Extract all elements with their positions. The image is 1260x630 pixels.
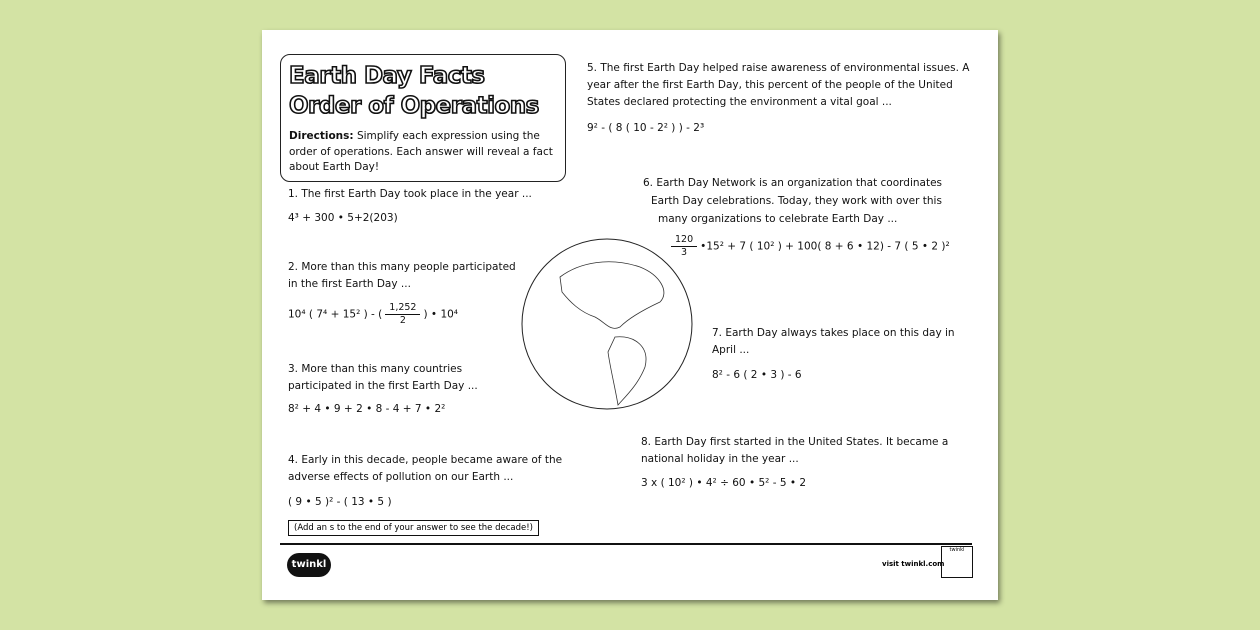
directions-label: Directions: [289, 130, 354, 142]
question-6-line-1: 6. Earth Day Network is an organization that coordinates [643, 177, 943, 189]
question-8: 8. Earth Day first started in the United States. It became a national holiday in the year ... [641, 436, 949, 465]
question-2: 2. More than this many people participated in the first Earth Day ... [288, 261, 516, 290]
expression-6: $\frac{120}{3}$ •15² + 7 ( 10² ) + 100( 8 + 6 • 12) - 7 ( 5 • 2 )² [668, 234, 950, 259]
globe-illustration [520, 237, 694, 411]
question-6-line-3: many organizations to celebrate Earth Day ... [658, 213, 898, 225]
question-5: 5. The first Earth Day helped raise awareness of environmental issues. A year after the first Earth Day, this percent of the people of the United States declared protecting the environment a vital goal ... [587, 62, 970, 108]
title-line-2: Order of Operations [289, 93, 539, 119]
expression-5: 9² - ( 8 ( 10 - 2² ) ) - 2³ [587, 122, 705, 134]
twinkl-logo: twinkl [287, 553, 331, 577]
expression-2: 10⁴ ( 7⁴ + 15² ) - ( $\frac{1,252}{2}$ ) • 10⁴ [288, 302, 459, 326]
title-line-1: Earth Day Facts [289, 63, 485, 89]
directions [289, 129, 557, 176]
question-3: 3. More than this many countries participated in the first Earth Day ... [288, 363, 478, 392]
title-box [280, 54, 566, 182]
footer-divider [280, 543, 972, 545]
expression-1: 4³ + 300 • 5+2(203) [288, 212, 398, 224]
quality-badge: twinkl [941, 546, 973, 578]
expression-3: 8² + 4 • 9 + 2 • 8 - 4 + 7 • 2² [288, 403, 446, 415]
question-7: 7. Earth Day always takes place on this day in April ... [712, 327, 955, 356]
question-6-line-2: Earth Day celebrations. Today, they work with over this [651, 195, 942, 207]
visit-link[interactable]: visit twinkl.com [882, 560, 945, 568]
question-4: 4. Early in this decade, people became aware of the adverse effects of pollution on our Earth ... [288, 454, 563, 483]
expression-4: ( 9 • 5 )² - ( 13 • 5 ) [288, 496, 392, 508]
expression-8: 3 x ( 10² ) • 4² ÷ 60 • 5² - 5 • 2 [641, 477, 807, 489]
directions-text: Simplify each expression using the order of operations. Each answer will reveal a fact about Earth Day! [289, 130, 553, 173]
worksheet-page [262, 30, 998, 600]
question-1: 1. The first Earth Day took place in the year ... [288, 188, 532, 200]
expression-7: 8² - 6 ( 2 • 3 ) - 6 [712, 369, 802, 381]
decade-note: (Add an s to the end of your answer to see the decade!) [288, 520, 539, 536]
